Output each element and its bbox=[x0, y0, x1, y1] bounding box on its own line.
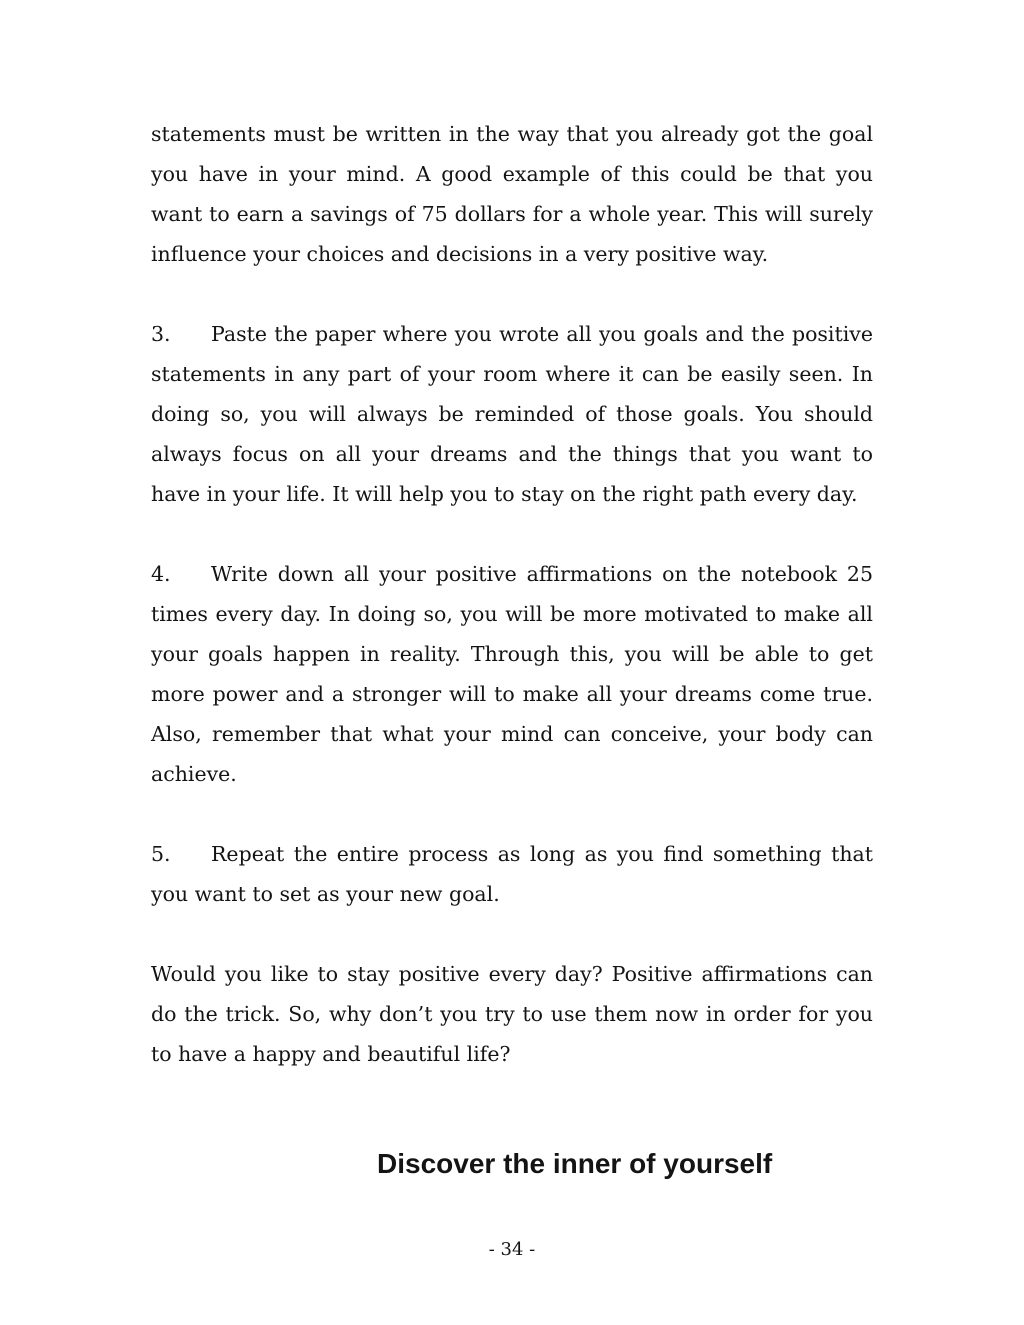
page-number: - 34 - bbox=[488, 1239, 536, 1260]
list-item-text: Write down all your positive affirmations on the notebook 25 times every day. In doing so, you will be more motivated to make all your goals happen in reality. Through this, you will be able to get more power and a stronger will to make all your dreams come true. Also, remember that what your mind can conceive, your body can achieve. bbox=[151, 562, 873, 786]
closing-paragraph bbox=[151, 954, 873, 1074]
section-heading: Discover the inner of yourself bbox=[377, 1148, 773, 1179]
list-item-4 bbox=[151, 554, 873, 794]
paragraph-continuation bbox=[151, 114, 873, 274]
body-text bbox=[151, 114, 873, 1114]
list-number: 5. bbox=[151, 842, 171, 866]
paragraph-text: Would you like to stay positive every day? Positive affirmations can do the trick. So, why don’t you try to use them now in order for you to have a happy and beautiful life? bbox=[151, 962, 873, 1066]
list-item-text: Repeat the entire process as long as you find something that you want to set as your new goal. bbox=[151, 842, 873, 906]
list-item-3 bbox=[151, 314, 873, 514]
list-number: 3. bbox=[151, 322, 171, 346]
list-item-text: Paste the paper where you wrote all you goals and the positive statements in any part of your room where it can be easily seen. In doing so, you will always be reminded of those goals. You should always focus on all your dreams and the things that you want to have in your life. It will help you to stay on the right path every day. bbox=[151, 322, 873, 506]
list-number: 4. bbox=[151, 562, 171, 586]
paragraph-text: statements must be written in the way that you already got the goal you have in your mind. A good example of this could be that you want to earn a savings of 75 dollars for a whole year. This will surely influence your choices and decisions in a very positive way. bbox=[151, 122, 873, 266]
list-item-5 bbox=[151, 834, 873, 914]
